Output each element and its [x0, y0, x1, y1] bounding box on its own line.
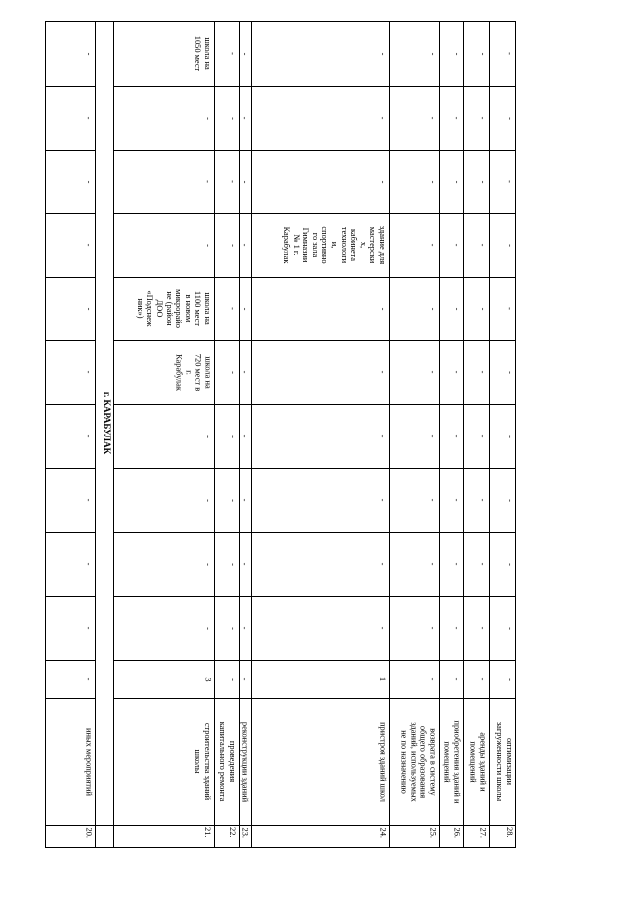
row-number-text: 28. — [505, 827, 514, 838]
row-description — [113, 698, 214, 825]
cell-c11-text: - — [228, 52, 237, 55]
cell-c3-text: - — [203, 562, 212, 566]
cell-c7-text: - — [478, 307, 487, 310]
cell-c9 — [489, 150, 516, 213]
cell-c6 — [489, 340, 516, 404]
row-number-text: 26. — [452, 827, 461, 838]
cell-c8-text: - — [478, 243, 487, 247]
cell-c6 — [463, 340, 489, 404]
cell-c10 — [389, 86, 439, 150]
cell-c1-text: - — [452, 677, 461, 681]
cell-c6 — [251, 340, 389, 404]
cell-c5-text: - — [505, 434, 514, 438]
cell-c2 — [113, 596, 214, 660]
cell-c9 — [45, 150, 95, 213]
cell-c6 — [214, 340, 239, 404]
cell-c8 — [463, 213, 489, 277]
cell-c2-text: - — [452, 626, 461, 630]
cell-c3-text: - — [478, 562, 487, 566]
cell-c10 — [214, 86, 239, 150]
cell-c7-text: - — [84, 307, 93, 310]
cell-c9 — [113, 150, 214, 213]
cell-c8-text: - — [452, 243, 461, 247]
row-number — [439, 825, 463, 848]
cell-c11 — [214, 21, 239, 86]
cell-c6-text: - — [428, 370, 437, 374]
cell-c5 — [463, 404, 489, 468]
row-description-text: пристроя зданий школ — [378, 721, 387, 802]
cell-c4-text: - — [378, 498, 387, 502]
cell-c2 — [251, 596, 389, 660]
cell-c2-text: - — [228, 626, 237, 630]
cell-c11-text: - — [378, 52, 387, 55]
cell-c8-text: - — [228, 243, 237, 247]
cell-c7-text: школа на 1100 мест в новом микрорайо не (район ДОО «Подснеж ник») — [135, 289, 212, 328]
cell-c6 — [239, 340, 251, 404]
cell-c9-text: - — [203, 180, 212, 183]
cell-c5 — [239, 404, 251, 468]
cell-c1-text: - — [505, 677, 514, 681]
cell-c3-text: - — [84, 562, 93, 566]
cell-c10-text: - — [203, 116, 212, 120]
cell-c10 — [251, 86, 389, 150]
row-number — [214, 825, 239, 848]
cell-c9-text: - — [478, 180, 487, 183]
cell-c8-text: - — [428, 243, 437, 247]
cell-c2 — [463, 596, 489, 660]
cell-c1-text: 3 — [203, 676, 212, 682]
cell-c2 — [239, 596, 251, 660]
row-number-text: 24. — [378, 827, 387, 838]
cell-c5 — [439, 404, 463, 468]
cell-c8 — [489, 213, 516, 277]
cell-c5-text: - — [240, 434, 249, 438]
cell-c8-text: - — [84, 243, 93, 247]
cell-c9-text: - — [505, 180, 514, 183]
cell-c10-text: - — [505, 116, 514, 120]
cell-c1-text: - — [240, 677, 249, 681]
cell-c9-text: - — [378, 180, 387, 183]
row-number-text: 25. — [428, 827, 437, 838]
cell-c9-text: - — [452, 180, 461, 183]
cell-c9-text: - — [428, 180, 437, 183]
cell-c11-text: - — [478, 52, 487, 55]
row-number — [389, 825, 439, 848]
cell-c10-text: - — [240, 116, 249, 120]
cell-c5 — [489, 404, 516, 468]
cell-c5 — [113, 404, 214, 468]
cell-c3 — [214, 532, 239, 596]
cell-c9-text: - — [240, 180, 249, 183]
row-number-text: 20. — [84, 827, 93, 838]
cell-c3-text: - — [240, 562, 249, 566]
cell-c4-text: - — [228, 498, 237, 502]
row-description — [489, 698, 516, 825]
cell-c2-text: - — [378, 626, 387, 630]
row-number-text: 23. — [240, 827, 249, 838]
cell-c11 — [239, 21, 251, 86]
cell-c8-text: - — [203, 243, 212, 247]
cell-c10 — [463, 86, 489, 150]
cell-c1 — [214, 660, 239, 698]
cell-c11 — [251, 21, 389, 86]
cell-c4-text: - — [428, 498, 437, 502]
cell-c11-text: школа на 1050 мест — [193, 35, 212, 72]
cell-c3 — [113, 532, 214, 596]
cell-c6-text: - — [378, 370, 387, 374]
cell-c2-text: - — [203, 626, 212, 630]
cell-c1 — [45, 660, 95, 698]
cell-c2-text: - — [240, 626, 249, 630]
cell-c4 — [251, 468, 389, 532]
cell-c7 — [489, 277, 516, 340]
cell-c7 — [239, 277, 251, 340]
cell-c3 — [251, 532, 389, 596]
cell-c4 — [214, 468, 239, 532]
cell-c2-text: - — [505, 626, 514, 630]
cell-c10-text: - — [452, 116, 461, 120]
cell-c4 — [489, 468, 516, 532]
cell-c11 — [439, 21, 463, 86]
cell-c2-text: - — [428, 626, 437, 630]
cell-c7 — [45, 277, 95, 340]
cell-c7 — [113, 277, 214, 340]
cell-c2 — [489, 596, 516, 660]
cell-c1-text: 1 — [378, 676, 387, 682]
cell-c8-text: - — [240, 243, 249, 247]
cell-c7 — [439, 277, 463, 340]
cell-c1 — [489, 660, 516, 698]
cell-c9 — [389, 150, 439, 213]
cell-c8 — [389, 213, 439, 277]
cell-c6-text: - — [505, 370, 514, 374]
cell-c4 — [239, 468, 251, 532]
row-description — [389, 698, 439, 825]
cell-c1-text: - — [428, 677, 437, 681]
cell-c4-text: - — [203, 498, 212, 502]
row-description — [214, 698, 239, 825]
cell-c6-text: - — [452, 370, 461, 374]
cell-c11-text: - — [84, 52, 93, 55]
cell-c9 — [439, 150, 463, 213]
cell-c7-text: - — [240, 307, 249, 310]
cell-c4 — [463, 468, 489, 532]
cell-c3 — [489, 532, 516, 596]
cell-c5-text: - — [203, 434, 212, 438]
cell-c8 — [113, 213, 214, 277]
cell-c8 — [45, 213, 95, 277]
cell-c4-text: - — [505, 498, 514, 502]
row-description-text: реконструкции зданий — [240, 721, 249, 802]
cell-c8 — [439, 213, 463, 277]
cell-c8 — [251, 213, 389, 277]
section-heading-text: г. КАРАБУЛАК — [102, 391, 112, 455]
cell-c1-text: - — [228, 677, 237, 681]
cell-c3-text: - — [505, 562, 514, 566]
row-description-text: оптимизации загруженности школы — [495, 721, 514, 802]
cell-c10-text: - — [428, 116, 437, 120]
row-description — [251, 698, 389, 825]
cell-c10 — [45, 86, 95, 150]
row-description-text: иных мероприятий — [84, 727, 93, 796]
row-description — [463, 698, 489, 825]
cell-c1 — [439, 660, 463, 698]
cell-c6-text: - — [228, 370, 237, 374]
cell-c1-text: - — [478, 677, 487, 681]
cell-c9 — [463, 150, 489, 213]
cell-c3-text: - — [452, 562, 461, 566]
row-number-text: 22. — [228, 827, 237, 838]
cell-c10-text: - — [84, 116, 93, 120]
cell-c9 — [251, 150, 389, 213]
cell-c3-text: - — [428, 562, 437, 566]
cell-c10-text: - — [378, 116, 387, 120]
row-number — [113, 825, 214, 848]
cell-c3-text: - — [378, 562, 387, 566]
cell-c1 — [389, 660, 439, 698]
cell-c5 — [251, 404, 389, 468]
cell-c6 — [45, 340, 95, 404]
cell-c5 — [389, 404, 439, 468]
row-description — [45, 698, 95, 825]
cell-c7-text: - — [505, 307, 514, 310]
cell-c4 — [439, 468, 463, 532]
cell-c2 — [439, 596, 463, 660]
cell-c5-text: - — [228, 434, 237, 438]
cell-c6-text: - — [478, 370, 487, 374]
row-number — [489, 825, 516, 848]
cell-c7-text: - — [228, 307, 237, 310]
row-description-text: приобретения зданий и помещений — [442, 720, 461, 803]
cell-c2-text: - — [84, 626, 93, 630]
cell-c4 — [45, 468, 95, 532]
row-number — [45, 825, 95, 848]
cell-c11 — [45, 21, 95, 86]
row-description — [439, 698, 463, 825]
cell-c7 — [389, 277, 439, 340]
cell-c11 — [113, 21, 214, 86]
cell-c9-text: - — [228, 180, 237, 183]
cell-c9 — [214, 150, 239, 213]
cell-c11 — [463, 21, 489, 86]
row-description-text: проведения капитального ремонта — [218, 721, 237, 802]
cell-c3 — [45, 532, 95, 596]
cell-c10-text: - — [478, 116, 487, 120]
cell-c4-text: - — [452, 498, 461, 502]
cell-c4-text: - — [240, 498, 249, 502]
cell-c4 — [113, 468, 214, 532]
cell-c5-text: - — [84, 434, 93, 438]
cell-c7-text: - — [428, 307, 437, 310]
cell-c5-text: - — [428, 434, 437, 438]
cell-c4-text: - — [84, 498, 93, 502]
cell-c6 — [113, 340, 214, 404]
cell-c5-text: - — [452, 434, 461, 438]
cell-c11-text: - — [240, 52, 249, 55]
cell-c7-text: - — [452, 307, 461, 310]
cell-c2 — [45, 596, 95, 660]
row-description-text: строительства зданий школы — [193, 722, 212, 801]
cell-c5 — [45, 404, 95, 468]
row-number — [463, 825, 489, 848]
cell-c8-text: - — [505, 243, 514, 247]
col-separator — [95, 825, 113, 826]
cell-c4-text: - — [478, 498, 487, 502]
cell-c10 — [239, 86, 251, 150]
cell-c8 — [239, 213, 251, 277]
cell-c5 — [214, 404, 239, 468]
row-description-text: возврата в систему общего образования зданий, используемых не по назначению — [399, 721, 437, 802]
cell-c11 — [389, 21, 439, 86]
cell-c6-text: школа на 720 мест в г. Карабулак — [174, 353, 212, 391]
cell-c1 — [251, 660, 389, 698]
cell-c11-text: - — [452, 52, 461, 55]
cell-c8-text: здание для мастерски х, кабинета технологи и, спортивно го зала Гимназии № 1 г. Карабулак — [282, 225, 387, 265]
row-number — [251, 825, 389, 848]
cell-c9 — [239, 150, 251, 213]
cell-c3-text: - — [228, 562, 237, 566]
cell-c7 — [214, 277, 239, 340]
cell-c10 — [489, 86, 516, 150]
cell-c11-text: - — [505, 52, 514, 55]
cell-c6 — [389, 340, 439, 404]
cell-c3 — [389, 532, 439, 596]
row-description-text: аренды зданий и помещений — [468, 731, 487, 792]
cell-c10 — [439, 86, 463, 150]
cell-c2-text: - — [478, 626, 487, 630]
cell-c9-text: - — [84, 180, 93, 183]
cell-c1-text: - — [84, 677, 93, 681]
cell-c8 — [214, 213, 239, 277]
cell-c1 — [113, 660, 214, 698]
cell-c2 — [389, 596, 439, 660]
row-description — [239, 698, 251, 825]
cell-c7 — [251, 277, 389, 340]
cell-c1 — [463, 660, 489, 698]
cell-c11-text: - — [428, 52, 437, 55]
cell-c6-text: - — [240, 370, 249, 374]
cell-c10-text: - — [228, 116, 237, 120]
section-heading — [95, 21, 113, 825]
cell-c7-text: - — [378, 307, 387, 310]
cell-c4 — [389, 468, 439, 532]
cell-c10 — [113, 86, 214, 150]
cell-c5-text: - — [378, 434, 387, 438]
cell-c2 — [214, 596, 239, 660]
cell-c7 — [463, 277, 489, 340]
cell-c5-text: - — [478, 434, 487, 438]
cell-c3 — [463, 532, 489, 596]
row-number-text: 27. — [478, 827, 487, 838]
row-number — [239, 825, 251, 848]
cell-c3 — [239, 532, 251, 596]
row-number-text: 21. — [203, 827, 212, 838]
cell-c6 — [439, 340, 463, 404]
cell-c1 — [239, 660, 251, 698]
cell-c11 — [489, 21, 516, 86]
cell-c6-text: - — [84, 370, 93, 374]
cell-c3 — [439, 532, 463, 596]
